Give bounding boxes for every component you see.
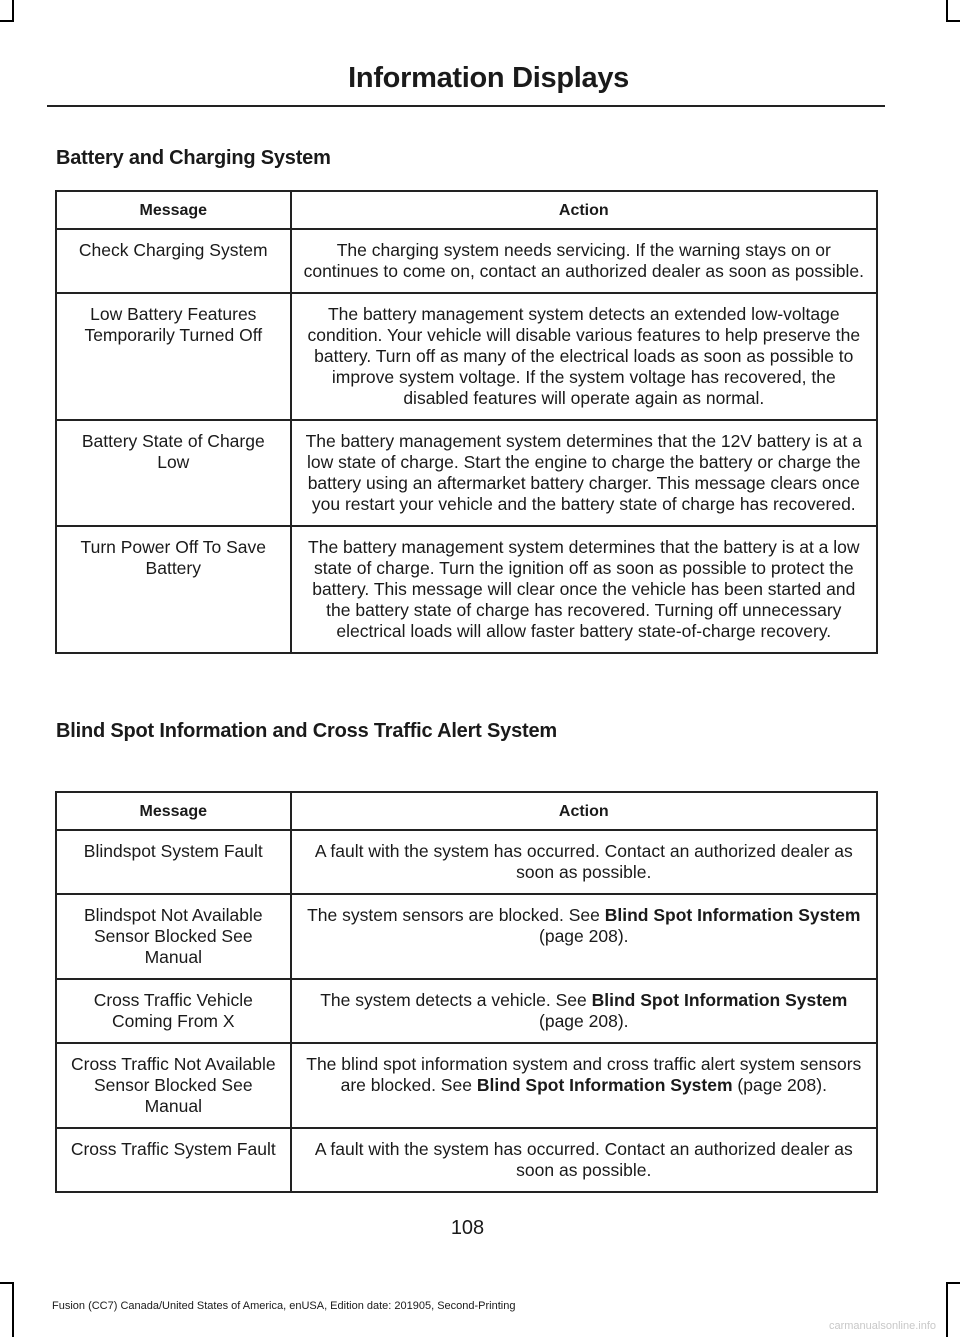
section-title-blind-spot: Blind Spot Information and Cross Traffic Alert System xyxy=(56,720,557,742)
table-header-row xyxy=(56,191,877,229)
page-number: 108 xyxy=(450,1217,485,1239)
table-row xyxy=(56,894,877,979)
crop-mark-top-left-h xyxy=(0,20,14,22)
column-header-message: Message xyxy=(56,191,291,229)
message-cell: Turn Power Off To Save Battery xyxy=(56,526,291,653)
message-cell: Cross Traffic System Fault xyxy=(56,1128,291,1192)
message-cell: Battery State of Charge Low xyxy=(56,420,291,526)
message-cell: Cross Traffic Vehicle Coming From X xyxy=(56,979,291,1043)
header-divider xyxy=(47,105,885,107)
message-cell: Blindspot Not Available Sensor Blocked See Manual xyxy=(56,894,291,979)
column-header-action: Action xyxy=(291,191,877,229)
crop-mark-bottom-left-h xyxy=(0,1282,14,1284)
table-row xyxy=(56,420,877,526)
page-reference: (page 208). xyxy=(539,926,629,946)
page-header-title: Information Displays xyxy=(348,62,629,94)
table-row xyxy=(56,830,877,894)
cross-reference-link[interactable]: Blind Spot Information System xyxy=(591,990,848,1010)
action-cell: The charging system needs servicing. If the warning stays on or continues to come on, contact an authorized dealer as soon as possible. xyxy=(291,229,877,293)
blind-spot-message-table xyxy=(55,791,878,1193)
crop-mark-bottom-right-v xyxy=(946,1282,948,1337)
crop-mark-top-left-v xyxy=(12,0,14,22)
action-text: The blind spot information system and cross traffic alert system sensors are blocked. See xyxy=(306,1054,862,1095)
action-text: The system detects a vehicle. See xyxy=(320,990,587,1010)
table-header-row xyxy=(56,792,877,830)
battery-message-table xyxy=(55,190,878,654)
crop-mark-bottom-right-h xyxy=(946,1282,960,1284)
table-row xyxy=(56,1128,877,1192)
message-cell: Check Charging System xyxy=(56,229,291,293)
crop-mark-top-right-v xyxy=(946,0,948,22)
action-cell: The battery management system determines that the battery is at a low state of charge. Turn the ignition off as soon as possible to protect the battery. This message will clear once the vehicle has been started and the battery state of charge has recovered. Turning off unnecessary electrical loads will allow faster battery state-of-charge recovery. xyxy=(291,526,877,653)
action-cell: The battery management system determines that the 12V battery is at a low state of charge. Start the engine to charge the battery or charge the battery using an aftermarket battery charger. This message clears once you restart your vehicle and the battery state of charge has recovered. xyxy=(291,420,877,526)
watermark: carmanualsonline.info xyxy=(828,1320,936,1332)
crop-mark-bottom-left-v xyxy=(12,1282,14,1337)
action-cell xyxy=(291,894,877,979)
page-reference: (page 208). xyxy=(539,1011,629,1031)
table-row xyxy=(56,526,877,653)
message-cell: Low Battery Features Temporarily Turned Off xyxy=(56,293,291,420)
column-header-message: Message xyxy=(56,792,291,830)
table-row xyxy=(56,229,877,293)
action-cell: A fault with the system has occurred. Contact an authorized dealer as soon as possible. xyxy=(291,830,877,894)
action-cell: The battery management system detects an extended low-voltage condition. Your vehicle will disable various features to help preserve the battery. Turn off as many of the electrical loads as soon as possible to improve system voltage. If the system voltage has recovered, the disabled features will operate again as normal. xyxy=(291,293,877,420)
action-text: The system sensors are blocked. See xyxy=(307,905,600,925)
action-cell xyxy=(291,1043,877,1128)
action-cell: A fault with the system has occurred. Contact an authorized dealer as soon as possible. xyxy=(291,1128,877,1192)
table-row xyxy=(56,979,877,1043)
action-cell xyxy=(291,979,877,1043)
section-title-battery: Battery and Charging System xyxy=(56,147,331,169)
page-reference: (page 208). xyxy=(737,1075,827,1095)
message-cell: Cross Traffic Not Available Sensor Blocked See Manual xyxy=(56,1043,291,1128)
message-cell: Blindspot System Fault xyxy=(56,830,291,894)
crop-mark-top-right-h xyxy=(946,20,960,22)
table-row xyxy=(56,1043,877,1128)
table-row xyxy=(56,293,877,420)
column-header-action: Action xyxy=(291,792,877,830)
cross-reference-link[interactable]: Blind Spot Information System xyxy=(476,1075,733,1095)
edition-footer: Fusion (CC7) Canada/United States of America, enUSA, Edition date: 201905, Second-Printing xyxy=(52,1300,516,1312)
cross-reference-link[interactable]: Blind Spot Information System xyxy=(604,905,861,925)
